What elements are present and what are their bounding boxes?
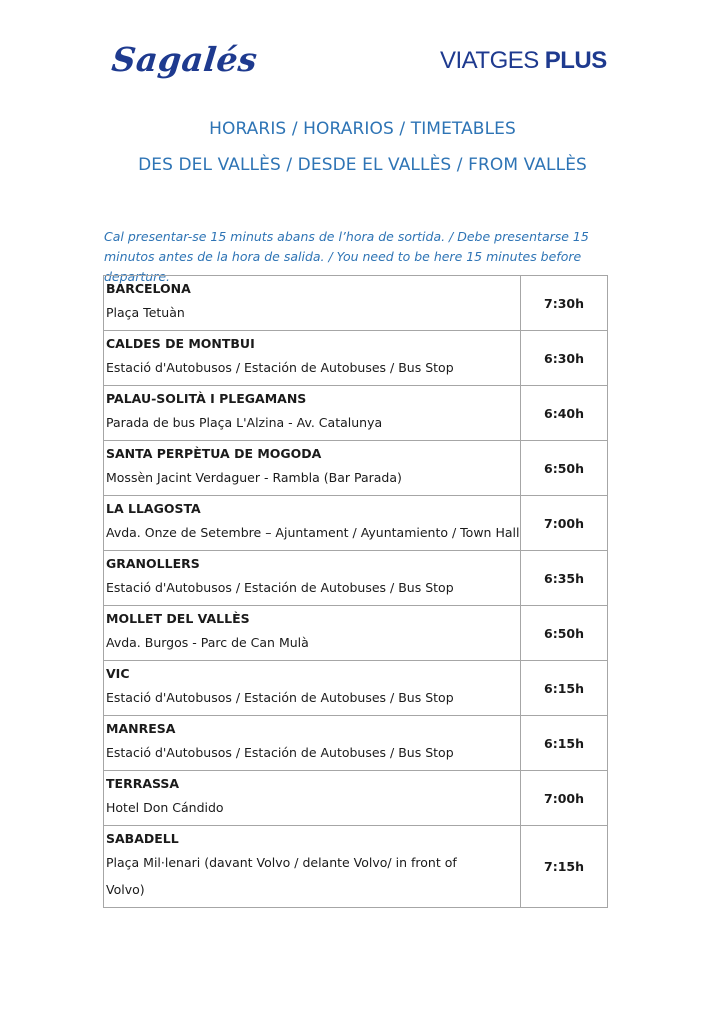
stop-cell: [104, 496, 521, 551]
stop-city: MANRESA: [106, 721, 176, 736]
stop-city: LA LLAGOSTA: [106, 501, 201, 516]
table-row: [104, 826, 608, 908]
stop-place: Parada de bus Plaça L'Alzina - Av. Catalunya: [106, 415, 383, 430]
departure-time: 7:30h: [521, 276, 608, 331]
stop-cell: [104, 771, 521, 826]
stop-city: GRANOLLERS: [106, 556, 200, 571]
departure-time: 6:50h: [521, 441, 608, 496]
departure-time: 6:40h: [521, 386, 608, 441]
page-subtitle: DES DEL VALLÈS / DESDE EL VALLÈS / FROM VALLÈS: [138, 155, 587, 175]
page-title: HORARIS / HORARIOS / TIMETABLES: [209, 119, 516, 139]
departure-time: 6:35h: [521, 551, 608, 606]
stop-place: Estació d'Autobusos / Estación de Autobuses / Bus Stop: [106, 745, 454, 760]
stop-city: TERRASSA: [106, 776, 180, 791]
stop-city: PALAU-SOLITÀ I PLEGAMANS: [106, 391, 307, 406]
stop-city: VIC: [106, 666, 130, 681]
stop-city: SABADELL: [106, 831, 179, 846]
stop-cell: [104, 606, 521, 661]
logo-viatges-text: VIATGES: [440, 47, 539, 74]
table-row: [104, 606, 608, 661]
stop-cell: [104, 661, 521, 716]
table-row: [104, 661, 608, 716]
sagales-logo: Sagalés: [109, 40, 260, 79]
stop-cell: [104, 716, 521, 771]
stop-place: Hotel Don Cándido: [106, 800, 224, 815]
table-row: [104, 551, 608, 606]
logo-plus-text: PLUS: [544, 47, 607, 74]
arrival-note: Cal presentar-se 15 minuts abans de l’hora de sortida. / Debe presentarse 15 minutos antes de la hora de salida. / You need to be here 15 minutes before departure.: [104, 229, 589, 284]
departure-time: 6:15h: [521, 716, 608, 771]
stop-place: Plaça Mil·lenari (davant Volvo / delante Volvo/ in front of Volvo): [106, 855, 457, 897]
table-row: [104, 386, 608, 441]
stop-cell: [104, 386, 521, 441]
timetable: [103, 275, 608, 908]
stop-place: Plaça Tetuàn: [106, 305, 185, 320]
stop-place: Estació d'Autobusos / Estación de Autobuses / Bus Stop: [106, 360, 454, 375]
departure-time: 7:15h: [521, 826, 608, 908]
stop-place: Mossèn Jacint Verdaguer - Rambla (Bar Parada): [106, 470, 402, 485]
stop-place: Estació d'Autobusos / Estación de Autobuses / Bus Stop: [106, 580, 454, 595]
stop-cell: [104, 826, 521, 908]
stop-cell: [104, 331, 521, 386]
stop-city: SANTA PERPÈTUA DE MOGODA: [106, 446, 322, 461]
departure-time: 6:15h: [521, 661, 608, 716]
viatges-plus-logo: [440, 47, 607, 75]
stop-place: Estació d'Autobusos / Estación de Autobuses / Bus Stop: [106, 690, 454, 705]
table-row: [104, 771, 608, 826]
stop-city: CALDES DE MONTBUI: [106, 336, 255, 351]
stop-cell: [104, 276, 521, 331]
table-row: [104, 716, 608, 771]
departure-time: 6:50h: [521, 606, 608, 661]
departure-time: 6:30h: [521, 331, 608, 386]
stop-city: BARCELONA: [106, 281, 191, 296]
stop-place: Avda. Onze de Setembre – Ajuntament / Ayuntamiento / Town Hall: [106, 525, 520, 540]
stop-city: MOLLET DEL VALLÈS: [106, 611, 250, 626]
departure-time: 7:00h: [521, 771, 608, 826]
stop-cell: [104, 551, 521, 606]
table-row: [104, 441, 608, 496]
table-row: [104, 496, 608, 551]
table-row: [104, 276, 608, 331]
departure-time: 7:00h: [521, 496, 608, 551]
table-row: [104, 331, 608, 386]
stop-place: Avda. Burgos - Parc de Can Mulà: [106, 635, 309, 650]
stop-cell: [104, 441, 521, 496]
